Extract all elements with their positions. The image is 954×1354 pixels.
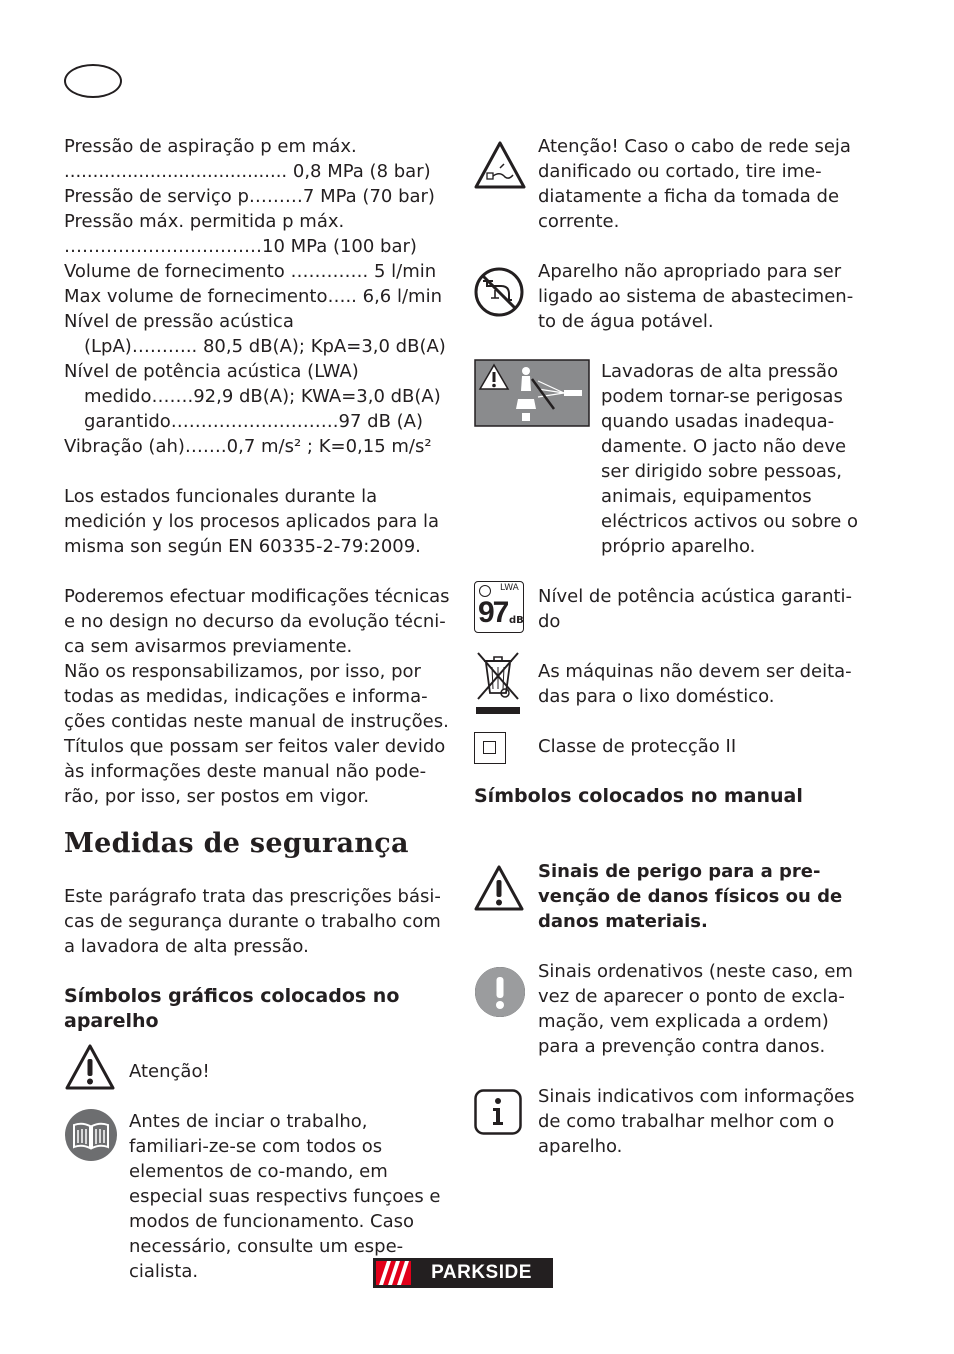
protection-class-ii-icon (474, 732, 506, 764)
cable-warning-icon (473, 140, 527, 190)
protection-class-text: Classe de protecção II (538, 736, 737, 757)
manual-symbols-heading: Símbolos colocados no manual (474, 785, 803, 807)
spec-line: Pressão máx. permitida p máx. (64, 211, 345, 232)
drinking-water-text: Aparelho não apropriado para ser ligado ao sistema de abastecimen-to de água potável. (538, 261, 854, 332)
jet-warning-text: Lavadoras de alta pressão podem tornar-se perigosas quando usadas inadequa-damente. O jacto não deve ser dirigido sobre pessoas, animais, equipamentos eléctricos activos ou sobre o próprio aparelho. (601, 361, 859, 557)
spec-line: Pressão de aspiração p em máx. (64, 136, 357, 157)
device-symbols-heading: Símbolos gráficos colocados no aparelho (64, 985, 400, 1032)
spec-line: Nível de pressão acústica (64, 311, 294, 332)
no-drinking-water-icon (473, 266, 525, 318)
mandatory-icon (474, 966, 526, 1018)
mandatory-text: Sinais ordenativos (neste caso, em vez de aparecer o ponto de excla-mação, vem explicada a ordem) para a prevenção contra danos. (538, 961, 853, 1057)
spec-line: (LpA)……….. 80,5 dB(A); KpA=3,0 dB(A) (84, 336, 446, 357)
disclaimer-text: Poderemos efectuar modificações técnicas e no design no decurso da evolução técni-ca sem avisarmos previamente. Não os responsabilizamos, por isso, por todas as medidas, indicações e informa-ções contidas neste manual de instruções. Títulos que possam ser feitos valer devido às informações deste manual não pode-rão, por isso, ser postos em vigor. (64, 586, 450, 807)
disposal-text: As máquinas não devem ser deita-das para o lixo doméstico. (538, 661, 852, 707)
measurement-note: Los estados funcionales durante la medición y los procesos aplicados para la misma son según EN 60335-2-79:2009. (64, 486, 440, 557)
info-icon (474, 1089, 522, 1135)
language-badge (64, 64, 122, 98)
attention-label: Atenção! (129, 1061, 210, 1082)
warning-icon (64, 1043, 116, 1091)
read-manual-icon (64, 1108, 118, 1162)
spec-line: Vibração (ah)…….0,7 m/s² ; K=0,15 m/s² (64, 436, 432, 457)
safety-intro: Este parágrafo trata das prescrições bási-cas de segurança durante o trabalho com a lavadora de alta pressão. (64, 886, 441, 957)
cable-warning-text: Atenção! Caso o cabo de rede seja danificado ou cortado, tire ime-diatamente a ficha da tomada de corrente. (538, 136, 851, 232)
parkside-logo (373, 1258, 553, 1288)
spec-line: ……………………………10 MPa (100 bar) (64, 236, 417, 257)
spec-line: Max volume de fornecimento….. 6,6 l/min (64, 286, 442, 307)
crossed-bin-icon (474, 649, 522, 717)
spec-line: Pressão de serviço p………7 MPa (70 bar) (64, 186, 435, 207)
danger-text: Sinais de perigo para a pre-venção de danos físicos ou de danos materiais. (538, 861, 843, 932)
spec-line: Volume de fornecimento …………. 5 l/min (64, 261, 437, 282)
sound-power-icon: LWA 97 dB (474, 581, 524, 633)
info-text: Sinais indicativos com informações de como trabalhar melhor com o aparelho. (538, 1086, 855, 1157)
spec-line: medido…….92,9 dB(A); KWA=3,0 dB(A) (84, 386, 441, 407)
read-manual-text: Antes de inciar o trabalho, familiari-ze-se com todos os elementos de co-mando, em especial suas respectivs funçoes e modos de funcionamento. Caso necessário, consulte um espe-cialista. (129, 1111, 441, 1282)
section-title: Medidas de segurança (64, 828, 409, 859)
danger-warning-icon (473, 864, 525, 912)
spec-line: ....................................... 0,8 MPa (8 bar) (64, 161, 431, 182)
spec-line: garantido……………………….97 dB (A) (84, 411, 423, 432)
sound-power-text: Nível de potência acústica garanti-do (538, 586, 853, 632)
jet-warning-icon (474, 359, 590, 427)
brand-name: PARKSIDE (431, 1262, 532, 1283)
spec-line: Nível de potência acústica (LWA) (64, 361, 359, 382)
